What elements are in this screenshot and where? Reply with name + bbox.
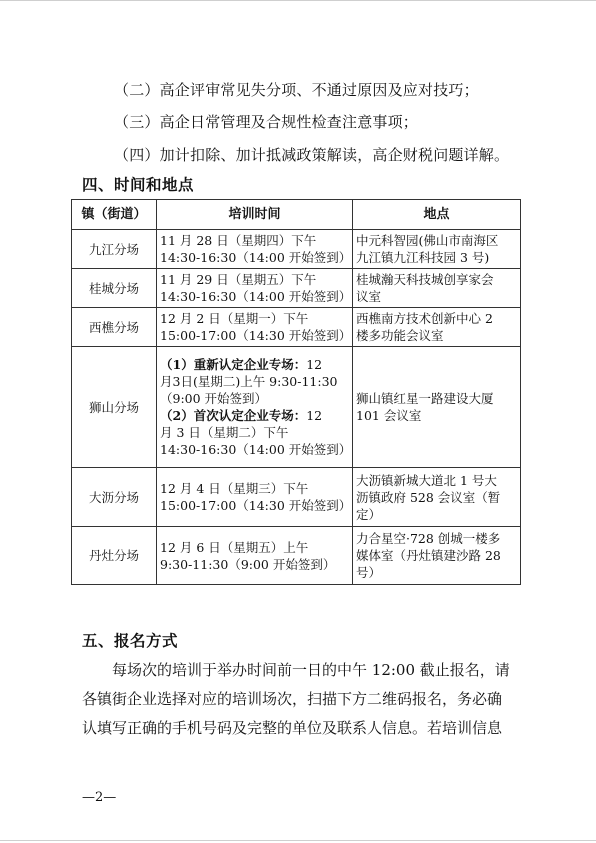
time-line: 12 月 6 日（星期五）上午 <box>160 539 309 555</box>
table-row <box>72 269 521 308</box>
time-line: 14:30-16:30（14:00 开始签到） <box>160 289 352 304</box>
place-line: 九江镇九江科技园 3 号) <box>356 250 490 265</box>
place-line: 定） <box>356 506 382 522</box>
place-line: 101 会议室 <box>356 408 422 423</box>
section-5-heading: 五、报名方式 <box>82 631 179 650</box>
session-2-text: 月 3 日（星期二）下午 <box>160 425 289 440</box>
place-cell <box>353 347 521 468</box>
time-line: 15:00-17:00（14:30 开始签到） <box>160 328 352 343</box>
time-line: 15:00-17:00（14:30 开始签到） <box>160 498 352 513</box>
town-cell: 丹灶分场 <box>72 527 157 585</box>
body-line: 每场次的培训于举办时间前一日的中午 12:00 截止报名，请 <box>112 661 510 679</box>
place-cell <box>353 527 521 585</box>
session-2 <box>160 407 349 424</box>
town-cell: 桂城分场 <box>72 269 157 308</box>
place-line: 桂城瀚天科技城创享家会 <box>356 272 494 287</box>
place-line: 沥镇政府 528 会议室（暂 <box>356 489 501 505</box>
header-time: 培训时间 <box>157 200 353 230</box>
section-5-body <box>82 656 518 743</box>
time-cell <box>157 308 353 347</box>
time-cell <box>157 230 353 269</box>
place-line: 狮山镇红星一路建设大厦 <box>356 391 494 406</box>
session-2-text: 12 <box>306 408 323 423</box>
body-line: 认填写正确的手机号码及完整的单位及联系人信息。若培训信息 <box>82 719 503 737</box>
time-cell <box>157 527 353 585</box>
table-row <box>72 347 521 468</box>
time-cell <box>157 269 353 308</box>
page-top-border <box>0 0 596 1</box>
place-line: 议室 <box>356 289 382 304</box>
time-line: 11 月 28 日（星期四）下午 <box>160 233 317 248</box>
schedule-table <box>71 199 521 585</box>
header-town: 镇（街道） <box>72 200 157 230</box>
place-cell <box>353 468 521 527</box>
list-item-3: （三）高企日常管理及合规性检查注意事项； <box>114 113 419 131</box>
place-line: 楼多功能会议室 <box>356 328 444 343</box>
place-line: 号） <box>356 565 382 580</box>
town-cell: 九江分场 <box>72 230 157 269</box>
session-1-text: （9:00 开始签到） <box>160 391 268 406</box>
page-number: —2— <box>82 790 117 805</box>
place-cell <box>353 308 521 347</box>
section-4-heading: 四、时间和地点 <box>82 175 195 194</box>
page-bottom-border <box>0 840 596 841</box>
header-place: 地点 <box>353 200 521 230</box>
place-line: 媒体室（丹灶镇建沙路 28 <box>356 548 501 563</box>
time-line: 12 月 2 日（星期一）下午 <box>160 311 309 326</box>
list-item-2: （二）高企评审常见失分项、不通过原因及应对技巧； <box>114 81 479 99</box>
table-header-row <box>72 200 521 230</box>
time-line: 9:30-11:30（9:00 开始签到） <box>160 556 336 572</box>
session-1 <box>160 356 349 373</box>
place-cell <box>353 230 521 269</box>
table-row <box>72 230 521 269</box>
place-line: 西樵南方技术创新中心 2 <box>356 311 493 326</box>
list-item-4: （四）加计扣除、加计抵减政策解读，高企财税问题详解。 <box>114 146 510 164</box>
time-cell <box>157 347 353 468</box>
table-row <box>72 468 521 527</box>
town-cell: 狮山分场 <box>72 347 157 468</box>
session-2-text: 14:30-16:30（14:00 开始签到） <box>160 442 352 457</box>
table-row <box>72 527 521 585</box>
body-line: 各镇街企业选择对应的培训场次，扫描下方二维码报名，务必确 <box>82 690 503 708</box>
town-cell: 大沥分场 <box>72 468 157 527</box>
place-line: 中元科智园(佛山市南海区 <box>356 233 499 248</box>
time-cell <box>157 468 353 527</box>
place-line: 力合星空·728 创城一楼多 <box>356 531 501 546</box>
session-2-label: （2）首次认定企业专场： <box>160 408 307 423</box>
place-line: 大沥镇新城大道北 1 号大 <box>356 472 497 488</box>
time-line: 14:30-16:30（14:00 开始签到） <box>160 250 352 265</box>
town-cell: 西樵分场 <box>72 308 157 347</box>
time-line: 12 月 4 日（星期三）下午 <box>160 481 309 496</box>
session-1-text: 月3日(星期二)上午 9:30-11:30 <box>160 374 338 389</box>
time-line: 11 月 29 日（星期五）下午 <box>160 272 317 287</box>
session-1-text: 12 <box>306 357 323 372</box>
session-1-label: （1）重新认定企业专场： <box>160 357 307 372</box>
table-row <box>72 308 521 347</box>
place-cell <box>353 269 521 308</box>
